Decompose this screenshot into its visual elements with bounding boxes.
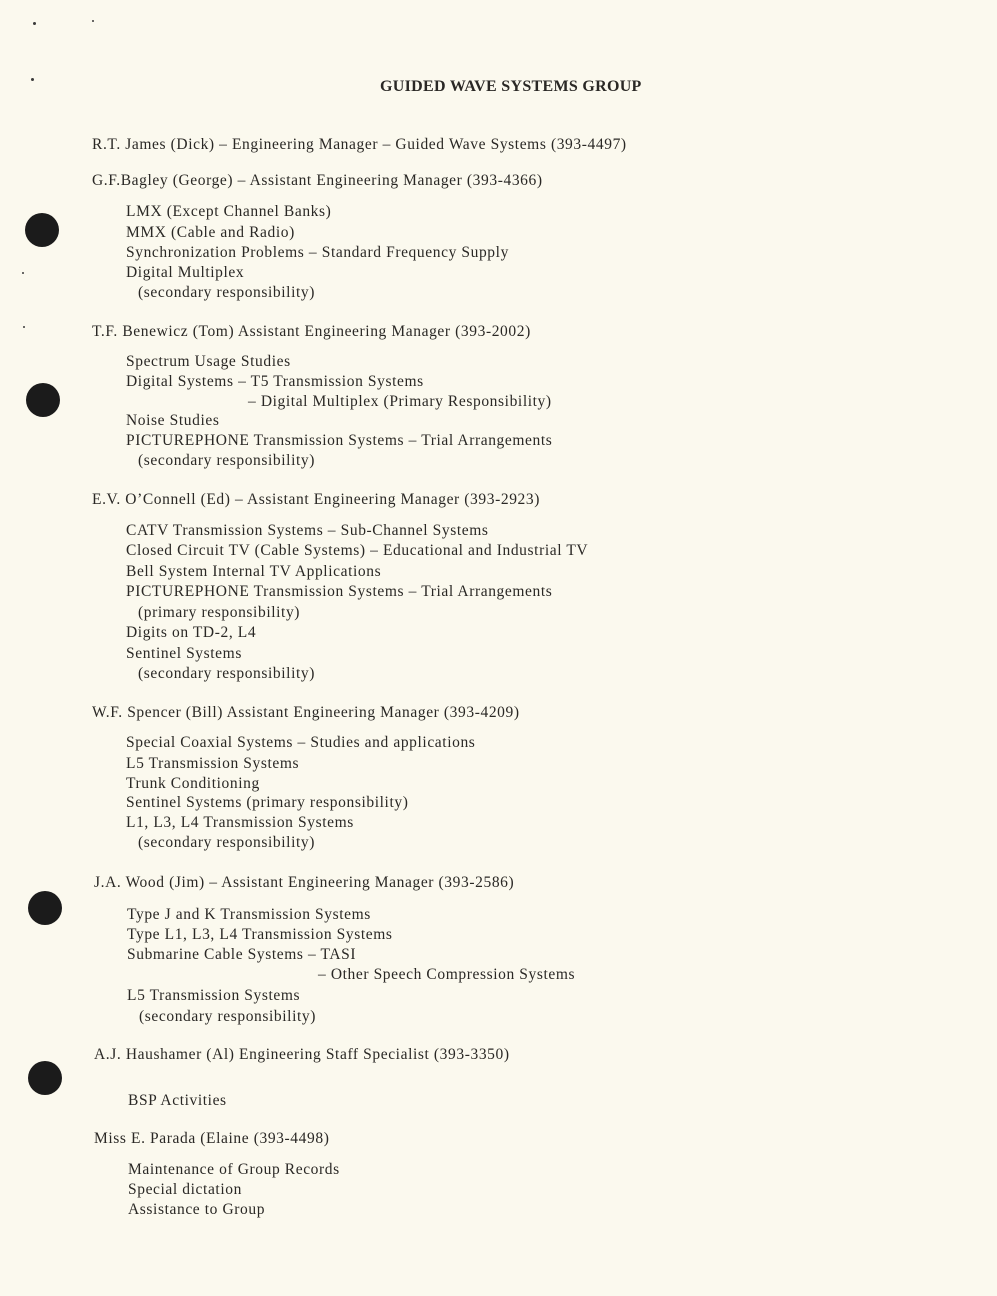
- list-item: Spectrum Usage Studies: [126, 353, 291, 370]
- section-header: A.J. Haushamer (Al) Engineering Staff Specialist (393-3350): [94, 1046, 510, 1063]
- section-header: R.T. James (Dick) – Engineering Manager – Guided Wave Systems (393-4497): [92, 136, 627, 153]
- list-item: Trunk Conditioning: [126, 775, 260, 792]
- section-header: Miss E. Parada (Elaine (393-4498): [94, 1130, 330, 1147]
- list-item: Special dictation: [128, 1181, 242, 1198]
- list-item: Synchronization Problems – Standard Frequency Supply: [126, 244, 509, 261]
- punch-hole: [28, 891, 62, 925]
- scan-speck: [33, 22, 36, 25]
- list-item: Type J and K Transmission Systems: [127, 906, 371, 923]
- section-header: J.A. Wood (Jim) – Assistant Engineering Manager (393-2586): [94, 874, 515, 891]
- list-item: Assistance to Group: [128, 1201, 266, 1218]
- list-item-note: (secondary responsibility): [138, 665, 316, 682]
- punch-hole: [25, 213, 59, 247]
- scan-speck: [92, 20, 94, 22]
- list-item: L5 Transmission Systems: [126, 755, 300, 772]
- list-item: Closed Circuit TV (Cable Systems) – Educational and Industrial TV: [126, 542, 589, 559]
- scan-speck: [31, 78, 34, 81]
- page-title: GUIDED WAVE SYSTEMS GROUP: [380, 78, 642, 95]
- list-item: BSP Activities: [128, 1092, 227, 1109]
- list-item: CATV Transmission Systems – Sub-Channel Systems: [126, 522, 489, 539]
- list-item-note: (primary responsibility): [138, 604, 301, 621]
- list-item: – Other Speech Compression Systems: [318, 966, 576, 983]
- list-item: Digital Multiplex: [126, 264, 245, 281]
- section-header: G.F.Bagley (George) – Assistant Engineering Manager (393-4366): [92, 172, 543, 189]
- list-item: Sentinel Systems: [126, 645, 242, 662]
- list-item: Bell System Internal TV Applications: [126, 563, 382, 580]
- list-item: Maintenance of Group Records: [128, 1161, 340, 1178]
- list-item-note: (secondary responsibility): [138, 452, 316, 469]
- section-header: E.V. O’Connell (Ed) – Assistant Engineering Manager (393-2923): [92, 491, 541, 508]
- section-header: W.F. Spencer (Bill) Assistant Engineering Manager (393-4209): [92, 704, 520, 721]
- list-item: Submarine Cable Systems – TASI: [127, 946, 357, 963]
- list-item: PICTUREPHONE Transmission Systems – Trial Arrangements: [126, 432, 553, 449]
- list-item-note: (secondary responsibility): [139, 1008, 317, 1025]
- list-item: Digits on TD-2, L4: [126, 624, 257, 641]
- list-item: MMX (Cable and Radio): [126, 224, 295, 241]
- list-item: PICTUREPHONE Transmission Systems – Trial Arrangements: [126, 583, 553, 600]
- list-item: Digital Systems – T5 Transmission Systems: [126, 373, 424, 390]
- list-item-note: (secondary responsibility): [138, 834, 316, 851]
- scan-speck: [23, 326, 25, 328]
- list-item: Noise Studies: [126, 412, 220, 429]
- list-item: – Digital Multiplex (Primary Responsibility): [248, 393, 552, 410]
- list-item: L1, L3, L4 Transmission Systems: [126, 814, 354, 831]
- punch-hole: [28, 1061, 62, 1095]
- list-item: Type L1, L3, L4 Transmission Systems: [127, 926, 393, 943]
- list-item: Sentinel Systems (primary responsibility): [126, 794, 409, 811]
- section-header: T.F. Benewicz (Tom) Assistant Engineering Manager (393-2002): [92, 323, 531, 340]
- list-item: L5 Transmission Systems: [127, 987, 301, 1004]
- list-item: LMX (Except Channel Banks): [126, 203, 332, 220]
- list-item: Special Coaxial Systems – Studies and applications: [126, 734, 476, 751]
- punch-hole: [26, 383, 60, 417]
- scan-speck: [22, 272, 24, 274]
- list-item-note: (secondary responsibility): [138, 284, 316, 301]
